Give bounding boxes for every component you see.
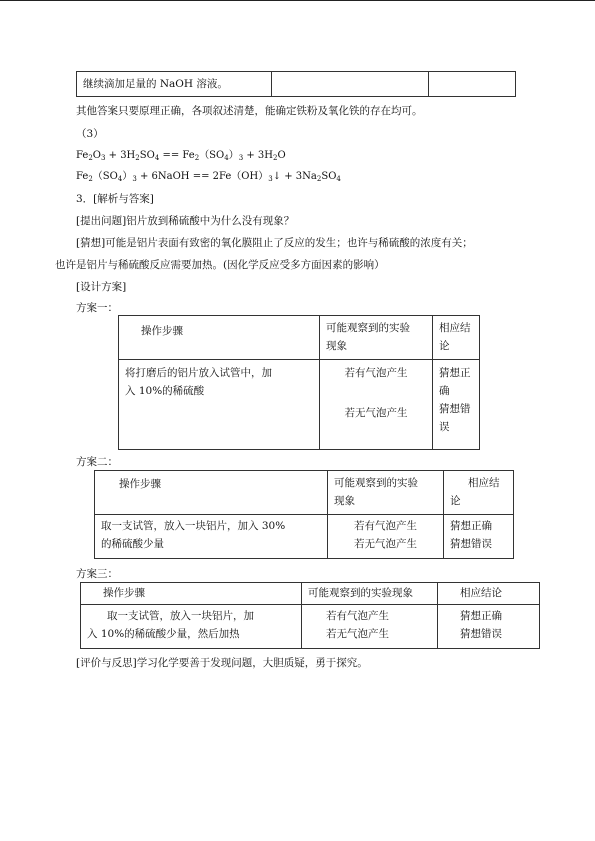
plan3-header-steps: 操作步骤 xyxy=(81,583,302,605)
plan1-conclusions: 猜想正 确 猜想错 误 xyxy=(433,360,480,450)
plan2-table xyxy=(94,470,514,559)
question-text: [提出问题]铝片放到稀硫酸中为什么没有现象？ xyxy=(76,215,295,227)
hypothesis-line-1: [猜想]可能是铝片表面有致密的氧化膜阻止了反应的发生；也许与稀硫酸的浓度有关； xyxy=(76,237,473,249)
top-table-empty-cell xyxy=(271,72,428,97)
design-heading: [设计方案] xyxy=(76,281,127,293)
plan3-header-observation: 可能观察到的实验现象 xyxy=(302,583,438,605)
top-table xyxy=(76,71,516,97)
plan2-header-conclusion: 相应结 论 xyxy=(444,471,514,515)
part3-label: （3） xyxy=(76,128,104,140)
equation-1: $Fe_2O_3 + 3H_2SO_4 == Fe_2(SO_4)_3 + 3H_2O$ xyxy=(76,150,286,162)
plan2-label: 方案二： xyxy=(76,456,118,468)
header-rule xyxy=(0,0,595,1)
note-text: 其他答案只要原理正确，各项叙述清楚，能确定铁粉及氧化铁的存在均可。 xyxy=(76,105,423,117)
plan2-conclusions: 猜想正确 猜想错误 xyxy=(444,515,514,559)
plan3-table xyxy=(80,582,540,649)
plan3-label: 方案三： xyxy=(76,568,118,580)
plan1-header-observation: 可能观察到的实验 现象 xyxy=(320,316,433,360)
plan1-header-steps: 操作步骤 xyxy=(119,316,320,360)
plan2-header-observation: 可能观察到的实验 现象 xyxy=(328,471,444,515)
plan1-label: 方案一： xyxy=(76,302,118,314)
plan1-observations: 若有气泡产生 若无气泡产生 xyxy=(320,360,433,450)
top-table-cell: 继续滴加足量的 NaOH 溶液。 xyxy=(77,72,272,97)
plan3-header-conclusion: 相应结论 xyxy=(438,583,540,605)
hypothesis-line-2: 也许是铝片与稀硫酸反应需要加热。(因化学反应受多方面因素的影响） xyxy=(55,259,385,271)
reflection-text: [评价与反思]学习化学要善于发现问题，大胆质疑，勇于探究。 xyxy=(76,657,368,669)
equation-2: $Fe_2(SO_4)_3$ + 6NaOH == $2Fe(OH)_3↓ + 3Na_2SO_4$ xyxy=(76,171,341,183)
top-table-empty-cell xyxy=(428,72,515,97)
section-3-heading: 3．[解析与答案] xyxy=(76,193,154,205)
plan1-table xyxy=(118,315,480,450)
plan2-observations: 若有气泡产生 若无气泡产生 xyxy=(328,515,444,559)
plan1-step: 将打磨后的铝片放入试管中，加 入 10%的稀硫酸 xyxy=(119,360,320,450)
plan3-conclusions: 猜想正确 猜想错误 xyxy=(438,605,540,649)
plan2-header-steps: 操作步骤 xyxy=(95,471,328,515)
plan3-step: 取一支试管，放入一块铝片，加 入 10%的稀硫酸少量，然后加热 xyxy=(81,605,302,649)
plan3-observations: 若有气泡产生 若无气泡产生 xyxy=(302,605,438,649)
plan1-header-conclusion: 相应结 论 xyxy=(433,316,480,360)
plan2-step: 取一支试管，放入一块铝片，加入 30% 的稀硫酸少量 xyxy=(95,515,328,559)
